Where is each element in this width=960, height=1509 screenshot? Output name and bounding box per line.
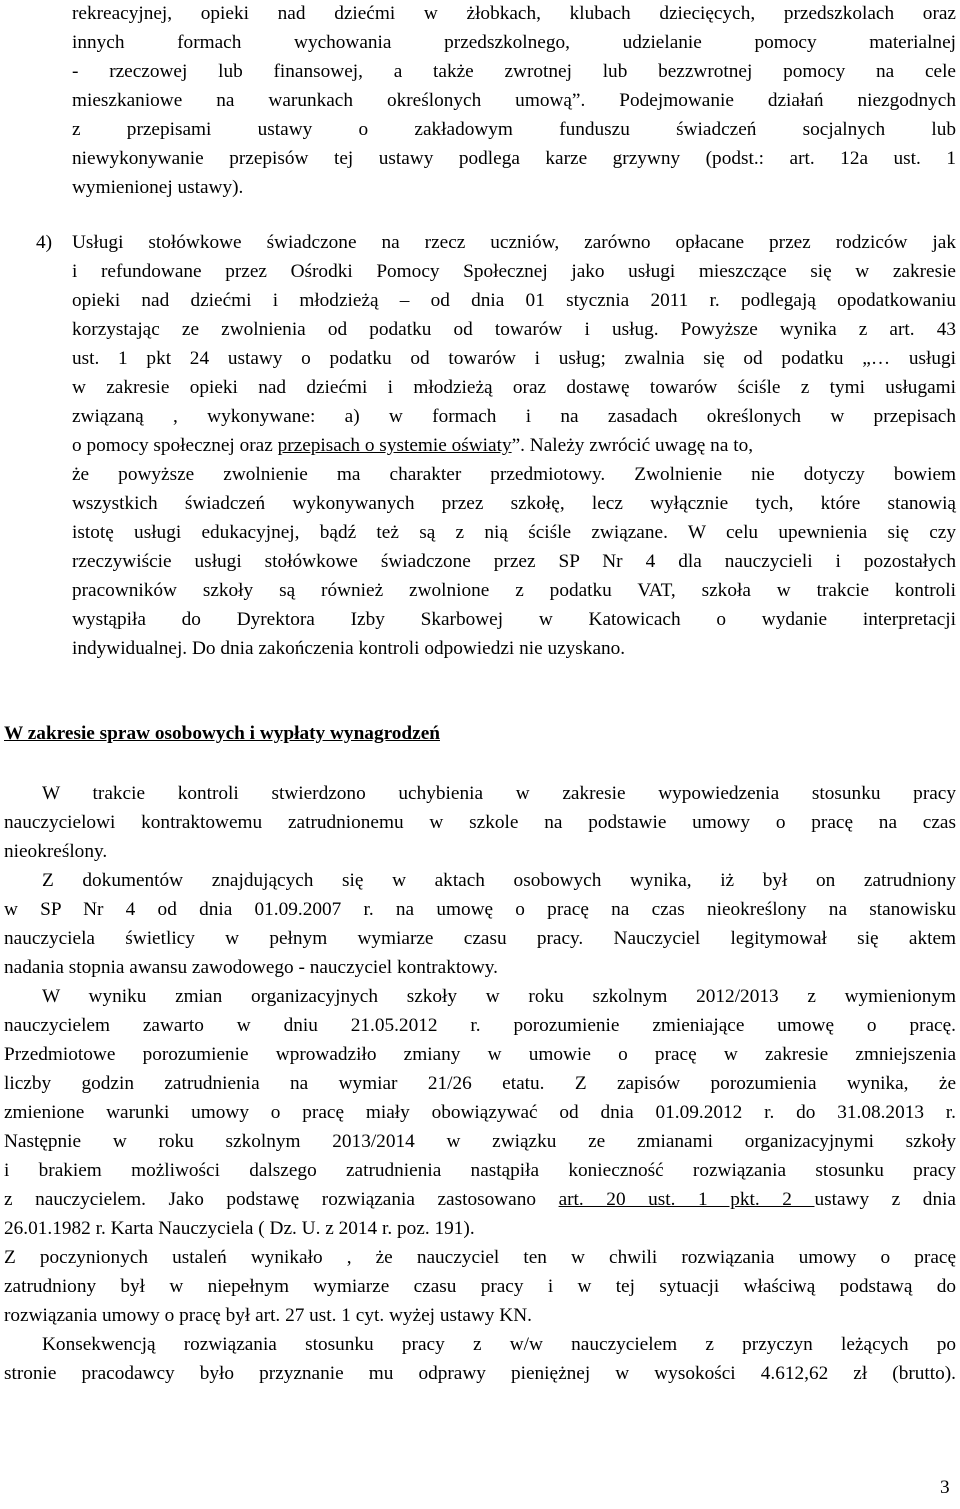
text-line: istotę usługi edukacyjnej, bądź też są z nią ściśle związane. W celu upewnienia się czy <box>72 522 956 543</box>
text-line: i brakiem możliwości dalszego zatrudnienia nastąpiła konieczność rozwiązania stosunku pracy <box>4 1160 956 1181</box>
text-line: pracowników szkoły są również zwolnione z podatku VAT, szkoła w trakcie kontroli <box>72 580 956 601</box>
text-line: niewykonywanie przepisów tej ustawy podlega karze grzywny (podst.: art. 12a ust. 1 <box>72 148 956 169</box>
text-line: Z dokumentów znajdujących się w aktach osobowych wynika, iż był on zatrudniony <box>42 870 956 891</box>
text-segment: ”. Należy zwrócić uwagę na to, <box>511 435 754 456</box>
text-line: nieokreślony. <box>4 841 108 862</box>
text-line: zmienione warunki umowy o pracę miały obowiązywać od dnia 01.09.2012 r. do 31.08.2013 r. <box>4 1102 956 1123</box>
list-item-number: 4) <box>36 232 53 253</box>
text-line: wystąpiła do Dyrektora Izby Skarbowej w Katowicach o wydanie interpretacji <box>72 609 956 630</box>
text-line: Z poczynionych ustaleń wynikało , że nauczyciel ten w chwili rozwiązania umowy o pracę <box>4 1247 956 1268</box>
text-line: zatrudniony był w niepełnym wymiarze czasu pracy i w tej sytuacji właściwą podstawą do <box>4 1276 956 1297</box>
text-segment: ustawy z dnia <box>814 1189 956 1210</box>
text-line-with-link <box>72 432 956 460</box>
text-line: Następnie w roku szkolnym 2013/2014 w związku ze zmianami organizacyjnymi szkoły <box>4 1131 956 1152</box>
text-line: stronie pracodawcy było przyznanie mu odprawy pieniężnej w wysokości 4.612,62 zł (brutto). <box>4 1363 956 1384</box>
text-line: w SP Nr 4 od dnia 01.09.2007 r. na umowę o pracę na czas nieokreślony na stanowisku <box>4 899 956 920</box>
text-line-with-link <box>4 1186 956 1214</box>
text-line: korzystając ze zwolnienia od podatku od towarów i usług. Powyższe wynika z art. 43 <box>72 319 956 340</box>
text-line: nauczycielowi kontraktowemu zatrudnionemu w szkole na podstawie umowy o pracę na czas <box>4 812 956 833</box>
text-line: W wyniku zmian organizacyjnych szkoły w roku szkolnym 2012/2013 z wymienionym <box>42 986 956 1007</box>
text-line: indywidualnej. Do dnia zakończenia kontroli odpowiedzi nie uzyskano. <box>72 638 626 659</box>
text-line: rekreacyjnej, opieki nad dziećmi w żłobkach, klubach dziecięcych, przedszkolach oraz <box>72 3 956 24</box>
law-reference-link[interactable]: przepisach o systemie oświaty <box>277 435 512 456</box>
law-reference-link[interactable]: art. 20 ust. 1 pkt. 2 <box>558 1189 815 1210</box>
text-line: ust. 1 pkt 24 ustawy o podatku od towarów i usług; zwalnia się od podatku „… usługi <box>72 348 956 369</box>
text-line: - rzeczowej lub finansowej, a także zwrotnej lub bezzwrotnej pomocy na cele <box>72 61 956 82</box>
text-segment: z nauczycielem. Jako podstawę rozwiązania zastosowano <box>4 1189 559 1210</box>
text-line: i refundowane przez Ośrodki Pomocy Społecznej jako usługi mieszczące się w zakresie <box>72 261 956 282</box>
text-line: innych formach wychowania przedszkolnego, udzielanie pomocy materialnej <box>72 32 956 53</box>
text-line: wymienionej ustawy). <box>72 177 244 198</box>
text-line: Konsekwencją rozwiązania stosunku pracy z w/w nauczycielem z przyczyn leżących po <box>42 1334 956 1355</box>
text-segment: o pomocy społecznej oraz <box>72 435 278 456</box>
text-line: mieszkaniowe na warunkach określonych umową”. Podejmowanie działań niezgodnych <box>72 90 956 111</box>
text-line: 26.01.1982 r. Karta Nauczyciela ( Dz. U. z 2014 r. poz. 191). <box>4 1218 475 1239</box>
text-line: w zakresie opieki nad dziećmi i młodzieżą oraz dostawę towarów ściśle z tymi usługami <box>72 377 956 398</box>
text-line: nauczycielem zawarto w dniu 21.05.2012 r. porozumienie zmieniające umowę o pracę. <box>4 1015 956 1036</box>
text-line: Przedmiotowe porozumienie wprowadziło zmiany w umowie o pracę w zakresie zmniejszenia <box>4 1044 956 1065</box>
section-heading: W zakresie spraw osobowych i wypłaty wynagrodzeń <box>4 723 440 744</box>
page-number: 3 <box>940 1477 950 1498</box>
text-line: rozwiązania umowy o pracę był art. 27 ust. 1 cyt. wyżej ustawy KN. <box>4 1305 532 1326</box>
text-line: opieki nad dziećmi i młodzieżą – od dnia 01 stycznia 2011 r. podlegają opodatkowaniu <box>72 290 956 311</box>
text-line: Usługi stołówkowe świadczone na rzecz uczniów, zarówno opłacane przez rodziców jak <box>72 232 956 253</box>
text-line: rzeczywiście usługi stołówkowe świadczone przez SP Nr 4 dla nauczycieli i pozostałych <box>72 551 956 572</box>
text-line: że powyższe zwolnienie ma charakter przedmiotowy. Zwolnienie nie dotyczy bowiem <box>72 464 956 485</box>
text-line: wszystkich świadczeń wykonywanych przez szkołę, lecz wyłącznie tych, które stanowią <box>72 493 956 514</box>
text-line: nauczyciela świetlicy w pełnym wymiarze czasu pracy. Nauczyciel legitymował się aktem <box>4 928 956 949</box>
text-line: nadania stopnia awansu zawodowego - nauczyciel kontraktowy. <box>4 957 498 978</box>
text-line: liczby godzin zatrudnienia na wymiar 21/26 etatu. Z zapisów porozumienia wynika, że <box>4 1073 956 1094</box>
text-line: z przepisami ustawy o zakładowym funduszu świadczeń socjalnych lub <box>72 119 956 140</box>
text-line: związaną , wykonywane: a) w formach i na zasadach określonych w przepisach <box>72 406 956 427</box>
text-line: W trakcie kontroli stwierdzono uchybienia w zakresie wypowiedzenia stosunku pracy <box>42 783 956 804</box>
